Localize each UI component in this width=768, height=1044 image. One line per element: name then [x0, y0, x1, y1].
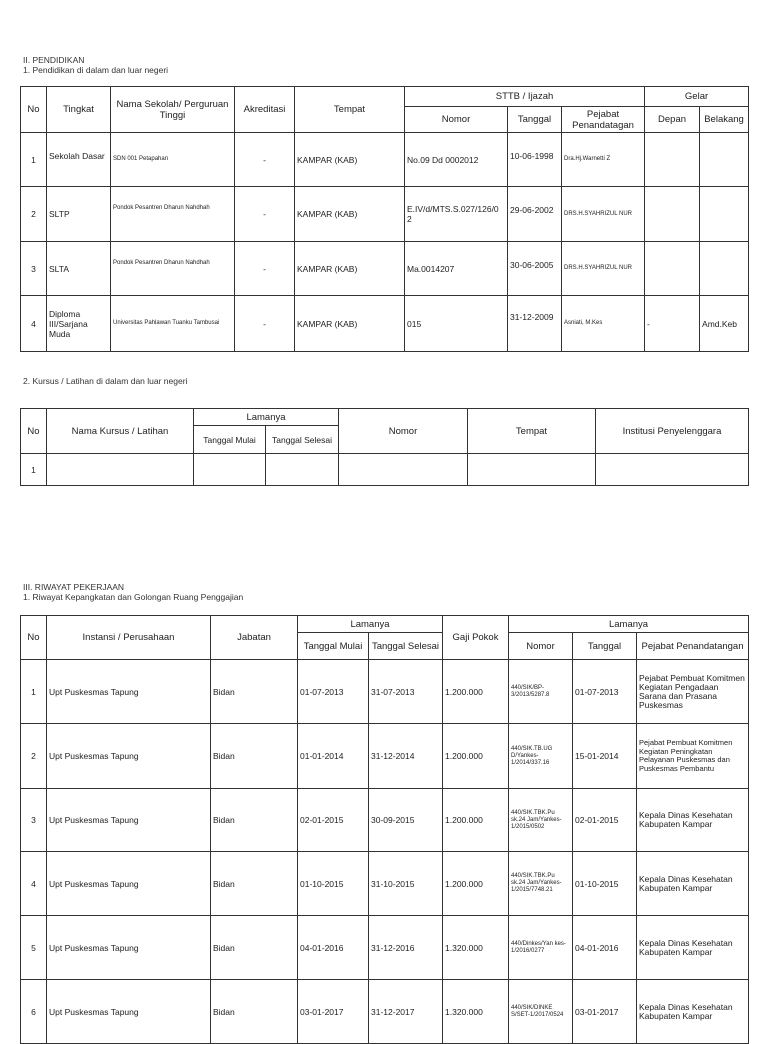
cell-pejabat: DRS.H.SYAHRIZUL NUR: [562, 187, 645, 242]
cell-no: 3: [21, 789, 47, 852]
cell-no: 2: [21, 724, 47, 789]
cell-jabatan: Bidan: [211, 724, 298, 789]
cell-tempat: KAMPAR (KAB): [295, 296, 405, 352]
col-header-tanggal-selesai: Tanggal Selesai: [369, 633, 443, 660]
cell-tanggal-selesai: 30-09-2015: [369, 789, 443, 852]
cell-tanggal: 10-06-1998: [508, 133, 562, 187]
cell-depan: -: [645, 296, 700, 352]
col-header-tanggal-mulai: Tanggal Mulai: [298, 633, 369, 660]
cell-pejabat: Pejabat Pembuat Komitmen Kegiatan Peningkatan Pelayanan Puskesmas dan Puskesmas Pembantu: [637, 724, 749, 789]
col-header-tanggal: Tanggal: [508, 107, 562, 133]
col-header-nama-kursus: Nama Kursus / Latihan: [47, 409, 194, 454]
cell-jabatan: Bidan: [211, 852, 298, 916]
cell-tanggal: 31-12-2009: [508, 296, 562, 352]
cell-tanggal-selesai: [266, 454, 339, 486]
cell-tanggal-selesai: 31-12-2017: [369, 980, 443, 1044]
cell-tingkat: SLTP: [47, 187, 111, 242]
cell-tanggal-selesai: 31-07-2013: [369, 660, 443, 724]
employment-table: [20, 615, 749, 1044]
col-header-instansi: Instansi / Perusahaan: [47, 616, 211, 660]
col-header-no: No: [21, 409, 47, 454]
section-title-riwayat-pekerjaan: III. RIWAYAT PEKERJAAN: [23, 582, 125, 592]
table-row: [21, 454, 749, 486]
col-header-jabatan: Jabatan: [211, 616, 298, 660]
cell-belakang: Amd.Keb: [700, 296, 749, 352]
cell-no: 4: [21, 296, 47, 352]
col-header-sttb: STTB / Ijazah: [405, 87, 645, 107]
cell-tanggal-mulai: [194, 454, 266, 486]
cell-akreditasi: -: [235, 133, 295, 187]
cell-tanggal-selesai: 31-12-2014: [369, 724, 443, 789]
cell-instansi: Upt Puskesmas Tapung: [47, 724, 211, 789]
col-header-gelar: Gelar: [645, 87, 749, 107]
col-header-lamanya-sk: Lamanya: [509, 616, 749, 633]
table-row: [21, 660, 749, 724]
table-row: [21, 242, 749, 296]
cell-no: 6: [21, 980, 47, 1044]
table-row: [21, 133, 749, 187]
cell-akreditasi: -: [235, 296, 295, 352]
col-header-depan: Depan: [645, 107, 700, 133]
table-row: [21, 187, 749, 242]
cell-tanggal-mulai: 03-01-2017: [298, 980, 369, 1044]
cell-tanggal-selesai: 31-10-2015: [369, 852, 443, 916]
cell-tanggal-mulai: 01-07-2013: [298, 660, 369, 724]
table-row: [21, 916, 749, 980]
cell-gaji-pokok: 1.200.000: [443, 789, 509, 852]
cell-no: 1: [21, 133, 47, 187]
cell-akreditasi: -: [235, 242, 295, 296]
cell-gaji-pokok: 1.200.000: [443, 660, 509, 724]
cell-belakang: [700, 133, 749, 187]
cell-tanggal: 30-06-2005: [508, 242, 562, 296]
cell-jabatan: Bidan: [211, 789, 298, 852]
cell-nomor: Ma.0014207: [405, 242, 508, 296]
cell-no: 3: [21, 242, 47, 296]
cell-gaji-pokok: 1.200.000: [443, 852, 509, 916]
cell-nomor: 440/Dinkes/Yan kes-1/2016/0277: [509, 916, 573, 980]
col-header-tanggal: Tanggal: [573, 633, 637, 660]
cell-jabatan: Bidan: [211, 660, 298, 724]
cell-nama-sekolah: Pondok Pesantren Dharun Nahdhah: [111, 187, 235, 242]
cell-tempat: [468, 454, 596, 486]
col-header-gaji-pokok: Gaji Pokok: [443, 616, 509, 660]
cell-tanggal-mulai: 02-01-2015: [298, 789, 369, 852]
cell-tingkat: Diploma III/Sarjana Muda: [47, 296, 111, 352]
cell-tanggal: 02-01-2015: [573, 789, 637, 852]
col-header-pejabat: Pejabat Penandatagan: [562, 107, 645, 133]
cell-no: 5: [21, 916, 47, 980]
section-subtitle-kursus: 2. Kursus / Latihan di dalam dan luar negeri: [23, 376, 188, 386]
cell-nomor: 440/SIK.TBK.Pu sk.24 Jam/Yankes-1/2015/0502: [509, 789, 573, 852]
cell-pejabat: Kepala Dinas Kesehatan Kabupaten Kampar: [637, 916, 749, 980]
cell-tingkat: SLTA: [47, 242, 111, 296]
cell-pejabat: Kepala Dinas Kesehatan Kabupaten Kampar: [637, 789, 749, 852]
cell-tanggal: 04-01-2016: [573, 916, 637, 980]
table-row: [21, 724, 749, 789]
cell-belakang: [700, 187, 749, 242]
col-header-nomor: Nomor: [339, 409, 468, 454]
section-title-pendidikan: II. PENDIDIKAN: [23, 55, 85, 65]
cell-pejabat: DRS.H.SYAHRIZUL NUR: [562, 242, 645, 296]
cell-instansi: Upt Puskesmas Tapung: [47, 660, 211, 724]
col-header-nama-sekolah: Nama Sekolah/ Perguruan Tinggi: [111, 87, 235, 133]
cell-gaji-pokok: 1.320.000: [443, 980, 509, 1044]
cell-instansi: Upt Puskesmas Tapung: [47, 789, 211, 852]
cell-jabatan: Bidan: [211, 980, 298, 1044]
cell-nama-sekolah: Pondok Pesantren Dharun Nahdhah: [111, 242, 235, 296]
cell-tanggal: 29-06-2002: [508, 187, 562, 242]
cell-instansi: Upt Puskesmas Tapung: [47, 852, 211, 916]
cell-tingkat: Sekolah Dasar: [47, 133, 111, 187]
education-table: [20, 86, 749, 352]
col-header-lamanya: Lamanya: [194, 409, 339, 426]
cell-nomor: 015: [405, 296, 508, 352]
cell-gaji-pokok: 1.320.000: [443, 916, 509, 980]
cell-tanggal: 15-01-2014: [573, 724, 637, 789]
table-row: [21, 852, 749, 916]
col-header-no: No: [21, 616, 47, 660]
table-row: [21, 296, 749, 352]
cell-nomor: 440/SIK.TBK.Pu sk.24 Jam/Yankes-1/2015/7748.21: [509, 852, 573, 916]
cell-tanggal-mulai: 04-01-2016: [298, 916, 369, 980]
cell-pejabat: Dra.Hj.Warnetti Z: [562, 133, 645, 187]
cell-no: 1: [21, 660, 47, 724]
cell-depan: [645, 133, 700, 187]
cell-pejabat: Asniati, M.Kes: [562, 296, 645, 352]
cell-tanggal: 03-01-2017: [573, 980, 637, 1044]
cell-instansi: Upt Puskesmas Tapung: [47, 916, 211, 980]
cell-gaji-pokok: 1.200.000: [443, 724, 509, 789]
cell-depan: [645, 187, 700, 242]
cell-nomor: E.IV/d/MTS.S.027/126/0 2: [405, 187, 508, 242]
cell-nomor: 440/SIK/DINKE S/SET-1/2017/0524: [509, 980, 573, 1044]
cell-tempat: KAMPAR (KAB): [295, 187, 405, 242]
cell-tanggal-mulai: 01-01-2014: [298, 724, 369, 789]
table-row: [21, 789, 749, 852]
col-header-tanggal-selesai: Tanggal Selesai: [266, 426, 339, 454]
cell-no: 1: [21, 454, 47, 486]
col-header-nomor: Nomor: [509, 633, 573, 660]
col-header-pejabat: Pejabat Penandatangan: [637, 633, 749, 660]
cell-nama-sekolah: Universitas Pahlawan Tuanku Tambusai: [111, 296, 235, 352]
cell-tanggal: 01-10-2015: [573, 852, 637, 916]
cell-tempat: KAMPAR (KAB): [295, 133, 405, 187]
section-subtitle-riwayat-pekerjaan: 1. Riwayat Kepangkatan dan Golongan Ruang Penggajian: [23, 592, 244, 602]
col-header-tanggal-mulai: Tanggal Mulai: [194, 426, 266, 454]
col-header-belakang: Belakang: [700, 107, 749, 133]
col-header-institusi: Institusi Penyelenggara: [596, 409, 749, 454]
col-header-tempat: Tempat: [295, 87, 405, 133]
cell-no: 4: [21, 852, 47, 916]
cell-pejabat: Kepala Dinas Kesehatan Kabupaten Kampar: [637, 852, 749, 916]
cell-belakang: [700, 242, 749, 296]
cell-tanggal-mulai: 01-10-2015: [298, 852, 369, 916]
col-header-akreditasi: Akreditasi: [235, 87, 295, 133]
cell-tanggal: 01-07-2013: [573, 660, 637, 724]
cell-pejabat: Kepala Dinas Kesehatan Kabupaten Kampar: [637, 980, 749, 1044]
cell-pejabat: Pejabat Pembuat Komitmen Kegiatan Pengadaan Sarana dan Prasana Puskesmas: [637, 660, 749, 724]
cell-nomor: No.09 Dd 0002012: [405, 133, 508, 187]
col-header-lamanya: Lamanya: [298, 616, 443, 633]
cell-nama-kursus: [47, 454, 194, 486]
col-header-nomor: Nomor: [405, 107, 508, 133]
cell-no: 2: [21, 187, 47, 242]
cell-akreditasi: -: [235, 187, 295, 242]
course-table: [20, 408, 749, 486]
col-header-tingkat: Tingkat: [47, 87, 111, 133]
cell-nomor: 440/SIK.TB.UG D/Yankes-1/2014/337.16: [509, 724, 573, 789]
cell-institusi: [596, 454, 749, 486]
cell-jabatan: Bidan: [211, 916, 298, 980]
col-header-tempat: Tempat: [468, 409, 596, 454]
table-row: [21, 980, 749, 1044]
cell-nama-sekolah: SDN 001 Petapahan: [111, 133, 235, 187]
cell-nomor: 440/SIK/BP-3/2013/5287.8: [509, 660, 573, 724]
cell-tempat: KAMPAR (KAB): [295, 242, 405, 296]
col-header-no: No: [21, 87, 47, 133]
cell-instansi: Upt Puskesmas Tapung: [47, 980, 211, 1044]
section-subtitle-pendidikan: 1. Pendidikan di dalam dan luar negeri: [23, 65, 169, 75]
cell-depan: [645, 242, 700, 296]
cell-nomor: [339, 454, 468, 486]
cell-tanggal-selesai: 31-12-2016: [369, 916, 443, 980]
